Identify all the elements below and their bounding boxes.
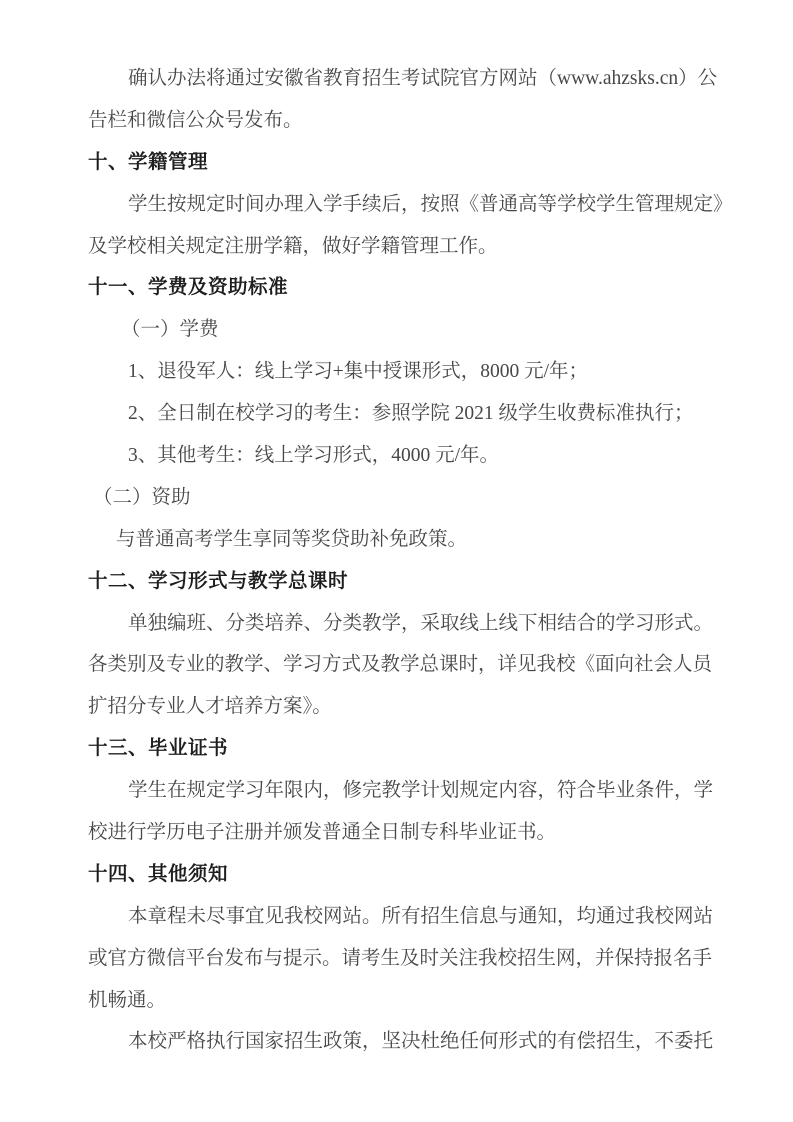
paragraph-line-registration-cont: 及学校相关规定注册学籍，做好学籍管理工作。: [88, 235, 498, 257]
section-heading-10-student-status: 十、学籍管理: [88, 150, 209, 173]
paragraph-line-other-notes-cont1: 或官方微信平台发布与提示。请考生及时关注我校招生网，并保持报名手: [88, 947, 713, 969]
document-text-block: [88, 58, 733, 1063]
section-heading-11-tuition-aid: 十一、学费及资助标准: [88, 276, 289, 299]
paragraph-line-confirmation-notice: 确认办法将通过安徽省教育招生考试院官方网站（www.ahzsks.cn）公: [128, 68, 718, 89]
paragraph-line-other-notes-cont2: 机畅通。: [88, 989, 167, 1011]
list-item-tuition-fulltime: 2、全日制在校学习的考生：参照学院 2021 级学生收费标准执行；: [128, 403, 694, 425]
list-item-tuition-veterans: 1、退役军人：线上学习+集中授课形式，8000 元/年；: [128, 361, 589, 383]
subheading-tuition: （一）学费: [121, 319, 219, 341]
section-heading-14-other-notes: 十四、其他须知: [88, 862, 229, 885]
paragraph-line-policy-statement: 本校严格执行国家招生政策，坚决杜绝任何形式的有偿招生，不委托: [128, 1031, 714, 1053]
list-item-tuition-others: 3、其他考生：线上学习形式，4000 元/年。: [128, 445, 500, 467]
paragraph-line-other-notes: 本章程未尽事宜见我校网站。所有招生信息与通知，均通过我校网站: [128, 905, 714, 927]
paragraph-line-registration: 学生按规定时间办理入学手续后，按照《普通高等学校学生管理规定》: [128, 193, 733, 215]
paragraph-line-study-format-cont2: 扩招分专业人才培养方案》。: [88, 696, 332, 718]
paragraph-line-study-format: 单独编班、分类培养、分类教学，采取线上线下相结合的学习形式。: [128, 612, 714, 634]
paragraph-line-diploma: 学生在规定学习年限内，修完教学计划规定内容，符合毕业条件，学: [128, 780, 714, 802]
paragraph-line-diploma-cont: 校进行学历电子注册并颁发普通全日制专科毕业证书。: [88, 822, 557, 844]
paragraph-line-confirmation-notice-cont: 告栏和微信公众号发布。: [88, 109, 303, 131]
section-heading-13-diploma: 十三、毕业证书: [88, 737, 229, 760]
section-heading-12-study-format: 十二、学习形式与教学总课时: [88, 569, 349, 592]
paragraph-line-study-format-cont1: 各类别及专业的教学、学习方式及教学总课时，详见我校《面向社会人员: [88, 654, 713, 676]
subheading-financial-aid: （二）资助: [93, 486, 191, 508]
paragraph-line-aid-policy: 与普通高考学生享同等奖贷助补免政策。: [116, 528, 468, 550]
